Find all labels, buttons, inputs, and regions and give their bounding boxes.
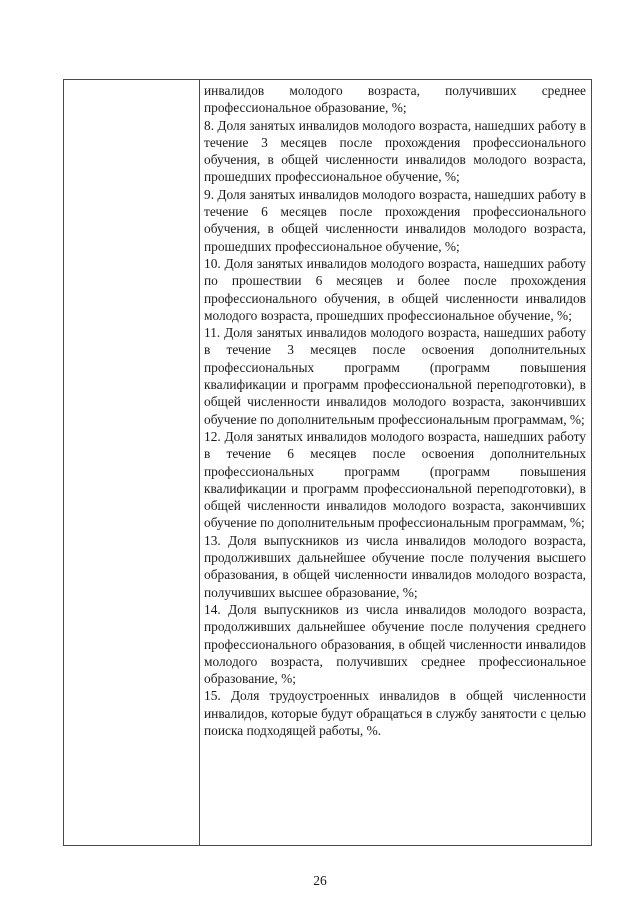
indicator-paragraph-11: 11. Доля занятых инвалидов молодого возраста, нашедших работу в течение 3 месяцев после освоения дополнительных профессиональных программ (программ повышения квалификации и программ профессиональной переподготовки), в общей численности инвалидов молодого возраста, закончивших обучение по дополнительным профессиональным программам, %; (204, 325, 586, 427)
column-divider (199, 80, 200, 845)
indicator-paragraph-13: 13. Доля выпускников из числа инвалидов молодого возраста, продолживших дальнейшее обучение после получения высшего образования, в общей численности инвалидов молодого возраста, получивших высшее образование, %; (204, 532, 586, 600)
indicator-paragraph-8: 8. Доля занятых инвалидов молодого возраста, нашедших работу в течение 3 месяцев после прохождения профессионального обучения, в общей численности инвалидов молодого возраста, прошедших профессиональное обучение, %; (204, 117, 586, 185)
indicator-paragraph-15: 15. Доля трудоустроенных инвалидов в общей численности инвалидов, которые будут обращаться в службу занятости с целью поиска подходящей работы, %. (204, 688, 586, 738)
indicator-paragraph-12: 12. Доля занятых инвалидов молодого возраста, нашедших работу в течение 6 месяцев после освоения дополнительных профессиональных программ (программ повышения квалификации и программ профессиональной переподготовки), в общей численности инвалидов молодого возраста, закончивших обучение по дополнительным профессиональным программам, %; (204, 428, 586, 531)
indicator-list-cell (204, 82, 586, 739)
indicator-paragraph-7-continued: инвалидов молодого возраста, получивших среднее профессиональное образование, %; (204, 83, 586, 116)
indicator-paragraph-14: 14. Доля выпускников из числа инвалидов молодого возраста, продолживших дальнейшее обучение после получения среднего профессионального образования, в общей численности инвалидов молодого возраста, получивших среднее профессиональное образование, %; (204, 601, 586, 687)
page-number: 26 (313, 873, 327, 888)
indicator-paragraph-10: 10. Доля занятых инвалидов молодого возраста, нашедших работу по прошествии 6 месяцев и более после прохождения профессионального обучения, в общей численности инвалидов молодого возраста, прошедших профессиональное обучение, %; (204, 255, 586, 323)
indicator-paragraph-9: 9. Доля занятых инвалидов молодого возраста, нашедших работу в течение 6 месяцев после прохождения профессионального обучения, в общей численности инвалидов молодого возраста, прошедших профессиональное обучение, %; (204, 186, 586, 254)
document-table (63, 79, 592, 846)
